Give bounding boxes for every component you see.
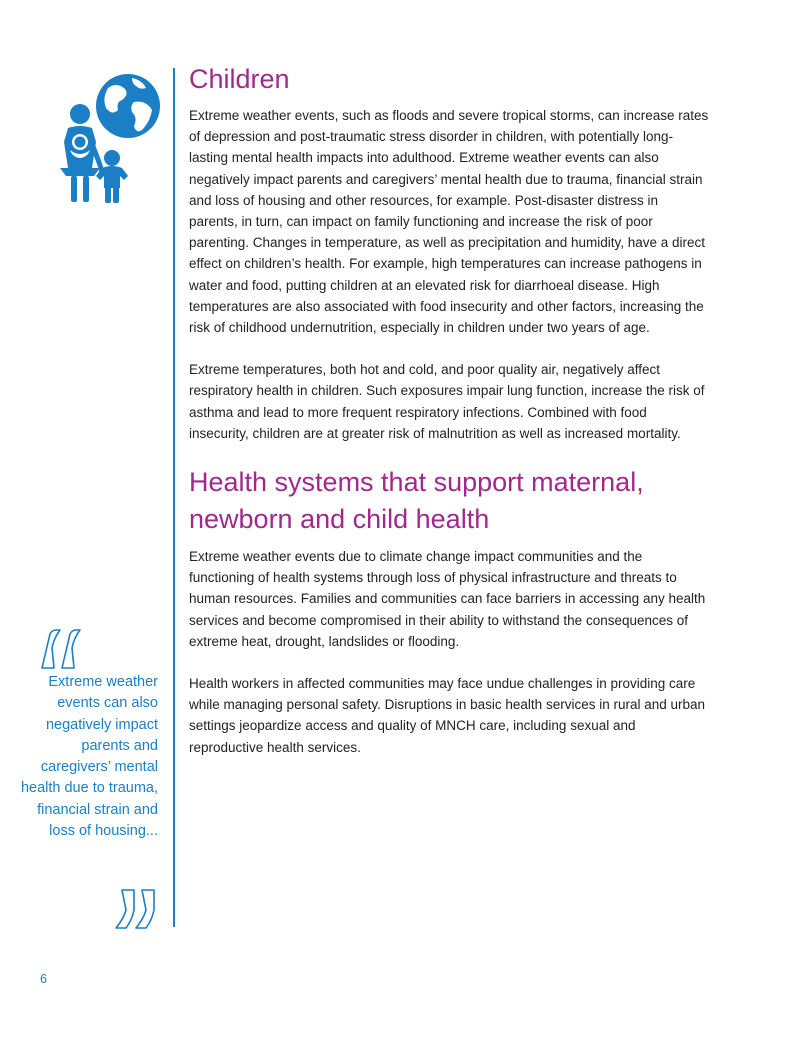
page-number: 6 (40, 972, 47, 986)
children-heading: Children (189, 64, 290, 94)
vertical-divider (173, 68, 175, 927)
children-paragraph-1: Extreme weather events, such as floods and severe tropical storms, can increase rates of depression and post-traumatic stress disorder in children, with potentially long-lasting mental health impacts into adulthood. Extreme weather events can also negatively impact parents and caregivers’ mental health due to trauma, financial strain and loss of housing and other resources, for example. Post-disaster distress in parents, in turn, can impact on family functioning and increase the risk of poor parenting. Changes in temperature, as well as precipitation and humidity, have a direct effect on children’s health. For example, high temperatures can increase pathogens in water and food, putting children at an elevated risk for diarrhoeal disease. High temperatures are also associated with food insecurity and other factors, increasing the risk of childhood undernutrition, especially in children under two years of age. (189, 108, 709, 336)
children-paragraph-2: Extreme temperatures, both hot and cold, and poor quality air, negatively affect respiratory health in children. Such exposures impair lung function, increase the risk of asthma and lead to more frequent respiratory infections. Combined with food insecurity, children are at greater risk of malnutrition as well as increased mortality. (189, 362, 705, 441)
main-content (189, 62, 709, 758)
open-quote-icon (36, 628, 82, 670)
close-quote-icon (114, 888, 160, 930)
health-systems-paragraph-1: Extreme weather events due to climate change impact communities and the functioning of health systems through loss of physical infrastructure and threats to human resources. Families and communities can face barriers in accessing any health services and become compromised in their ability to withstand the consequences of extreme heat, drought, landslides or flooding. (189, 549, 706, 649)
health-systems-heading: Health systems that support maternal, newborn and child health (189, 467, 644, 535)
health-systems-paragraph-2: Health workers in affected communities may face undue challenges in providing care while managing personal safety. Disruptions in basic health services in rural and urban settings jeopardize access and quality of MNCH care, including sexual and reproductive health services. (189, 676, 706, 755)
mother-child-globe-icon (50, 72, 162, 204)
pull-quote-text: Extreme weather events can also negatively impact parents and caregivers’ mental health due to trauma, financial strain and loss of housing... (20, 674, 158, 840)
